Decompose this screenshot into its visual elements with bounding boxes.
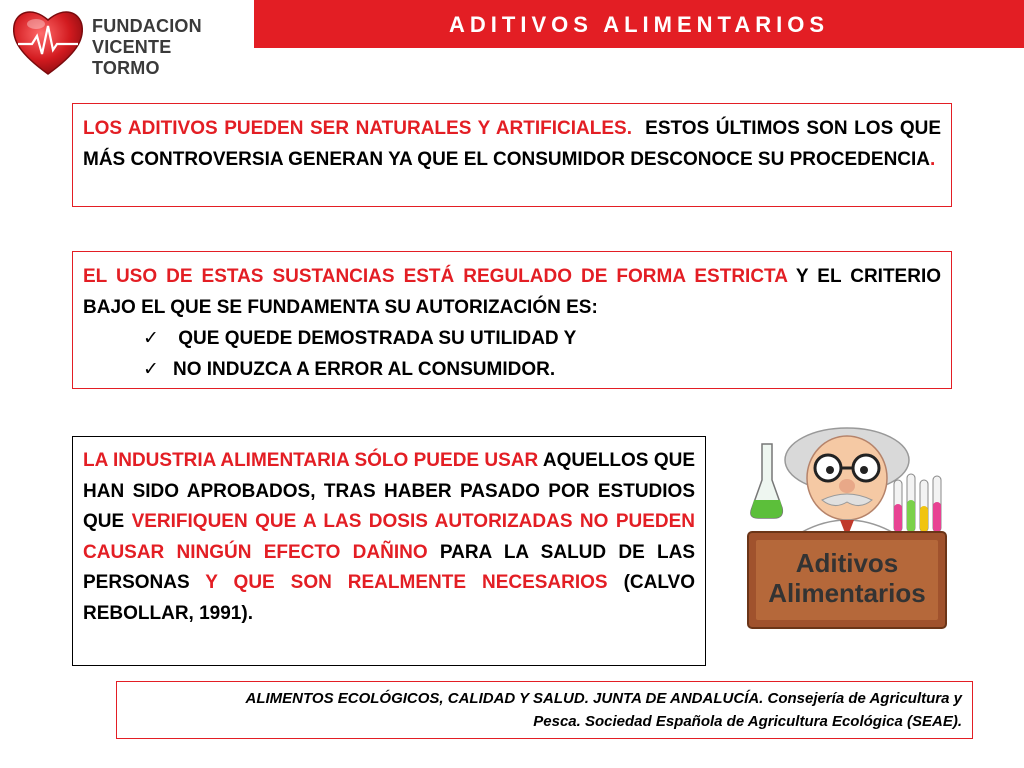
citation-line-1: ALIMENTOS ECOLÓGICOS, CALIDAD Y SALUD. JUNTA DE ANDALUCÍA. Consejería de Agricultura y bbox=[245, 690, 962, 707]
box2-text-2: Y EL CRITERIO BAJO EL QUE SE FUNDAMENTA SU AUTORIZACIÓN ES: bbox=[83, 266, 941, 318]
illustration-sign bbox=[754, 548, 940, 608]
box3-text-5: Y QUE SON REALMENTE NECESARIOS bbox=[205, 572, 608, 593]
criteria-item bbox=[83, 354, 941, 385]
sign-line-2: Alimentarios bbox=[768, 578, 926, 608]
box1-text-3: . bbox=[930, 149, 936, 170]
checkmark-icon: ✓ bbox=[143, 359, 159, 380]
box3-text-4: PARA LA SALUD DE LAS PERSONAS bbox=[83, 541, 695, 593]
logo-text bbox=[92, 16, 240, 79]
box2-text-1: EL USO DE ESTAS SUSTANCIAS ESTÁ REGULADO DE FORMA ESTRICTA bbox=[83, 266, 788, 287]
source-citation bbox=[116, 681, 973, 739]
box3-text-1: LA INDUSTRIA ALIMENTARIA SÓLO PUEDE USAR bbox=[83, 450, 539, 471]
sign-line-1: Aditivos bbox=[795, 548, 899, 578]
page-title: ADITIVOS ALIMENTARIOS bbox=[254, 0, 1024, 48]
logo-line-1: FUNDACION bbox=[92, 16, 202, 36]
box1-text-2: ESTOS ÚLTIMOS SON LOS QUE MÁS CONTROVERSIA GENERAN YA QUE EL CONSUMIDOR DESCONOCE SU PROCEDENCIA bbox=[83, 118, 941, 170]
box1-text-1: LOS ADITIVOS PUEDEN SER NATURALES Y ARTIFICIALES. bbox=[83, 118, 632, 139]
box3-text-6: (CALVO REBOLLAR, 1991). bbox=[83, 572, 695, 624]
heart-logo-icon bbox=[10, 6, 86, 78]
criteria-item-text: QUE QUEDE DEMOSTRADA SU UTILIDAD Y bbox=[173, 328, 577, 349]
criteria-item-text: NO INDUZCA A ERROR AL CONSUMIDOR. bbox=[173, 359, 556, 380]
box3-text-2: AQUELLOS QUE HAN SIDO APROBADOS, TRAS HABER PASADO POR ESTUDIOS QUE bbox=[83, 450, 695, 532]
info-box-regulation bbox=[72, 251, 952, 389]
citation-line-2: Pesca. Sociedad Española de Agricultura Ecológica (SEAE). bbox=[533, 713, 962, 730]
info-box-natural-artificial bbox=[72, 103, 952, 207]
info-box-industry bbox=[72, 436, 706, 666]
criteria-item bbox=[83, 323, 941, 354]
scientist-illustration bbox=[744, 420, 950, 632]
checkmark-icon: ✓ bbox=[143, 328, 159, 349]
logo-line-2: VICENTE TORMO bbox=[92, 37, 172, 78]
foundation-logo bbox=[10, 6, 240, 78]
box3-text-3: VERIFIQUEN QUE A LAS DOSIS AUTORIZADAS NO PUEDEN CAUSAR NINGÚN EFECTO DAÑINO bbox=[83, 511, 695, 563]
